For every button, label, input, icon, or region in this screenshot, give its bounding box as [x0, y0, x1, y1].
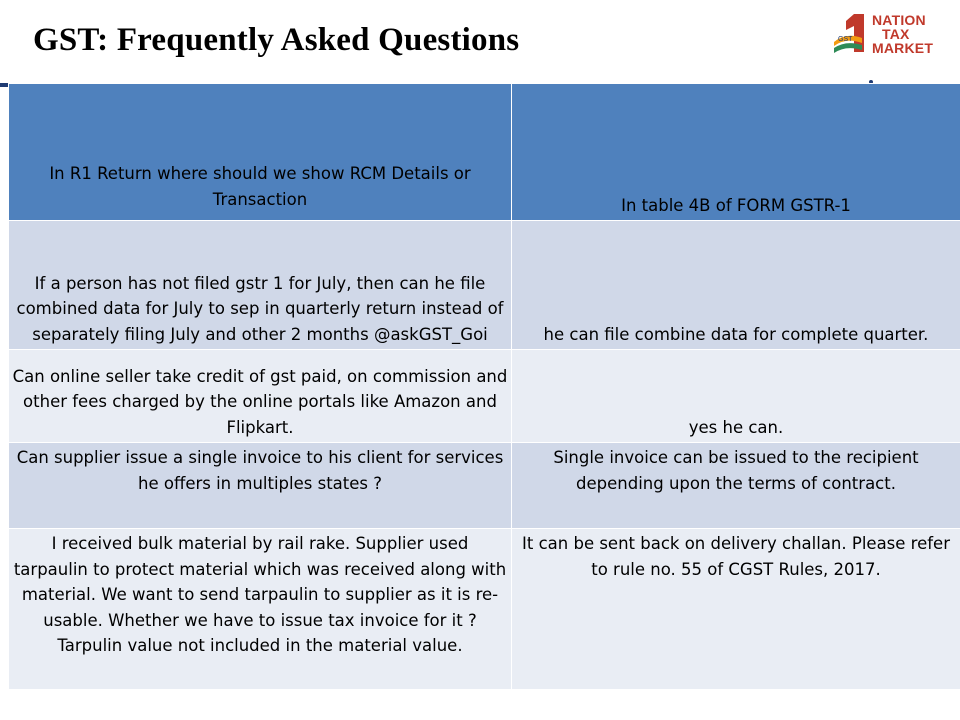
- logo-line-3: MARKET: [872, 40, 934, 56]
- answer-cell: he can file combine data for complete quarter.: [512, 221, 960, 350]
- question-cell: Can online seller take credit of gst paid, on commission and other fees charged by the online portals like Amazon and Flipkart.: [9, 350, 512, 443]
- table-row: [9, 350, 960, 443]
- page-title: GST: Frequently Asked Questions: [33, 22, 520, 58]
- question-cell: In R1 Return where should we show RCM Details or Transaction: [9, 84, 512, 221]
- logo-badge: GST: [838, 36, 853, 43]
- answer-cell: Single invoice can be issued to the recipient depending upon the terms of contract.: [512, 443, 960, 529]
- answer-cell: yes he can.: [512, 350, 960, 443]
- table-row: [9, 443, 960, 529]
- question-cell: If a person has not filed gstr 1 for July, then can he file combined data for July to sep in quarterly return instead of separately filing July and other 2 months @askGST_Goi: [9, 221, 512, 350]
- logo-text: [872, 13, 933, 55]
- table-row: [9, 84, 960, 221]
- nation-tax-market-logo: [832, 10, 952, 60]
- answer-cell: In table 4B of FORM GSTR-1: [512, 84, 960, 221]
- question-cell: I received bulk material by rail rake. Supplier used tarpaulin to protect material which was received along with material. We want to send tarpaulin to supplier as it is re-usable. Whether we have to issue tax invoice for it ? Tarpulin value not included in the material value.: [9, 529, 512, 690]
- table-row: [9, 529, 960, 690]
- logo-line-1: NATION: [872, 12, 926, 28]
- table-row: [9, 221, 960, 350]
- faq-table: [8, 83, 960, 690]
- logo-line-2: TAX: [882, 26, 910, 42]
- accent-line: [0, 83, 8, 87]
- answer-cell: It can be sent back on delivery challan. Please refer to rule no. 55 of CGST Rules, 2017.: [512, 529, 960, 690]
- logo-emblem-icon: [832, 12, 876, 56]
- question-cell: Can supplier issue a single invoice to his client for services he offers in multiples states ?: [9, 443, 512, 529]
